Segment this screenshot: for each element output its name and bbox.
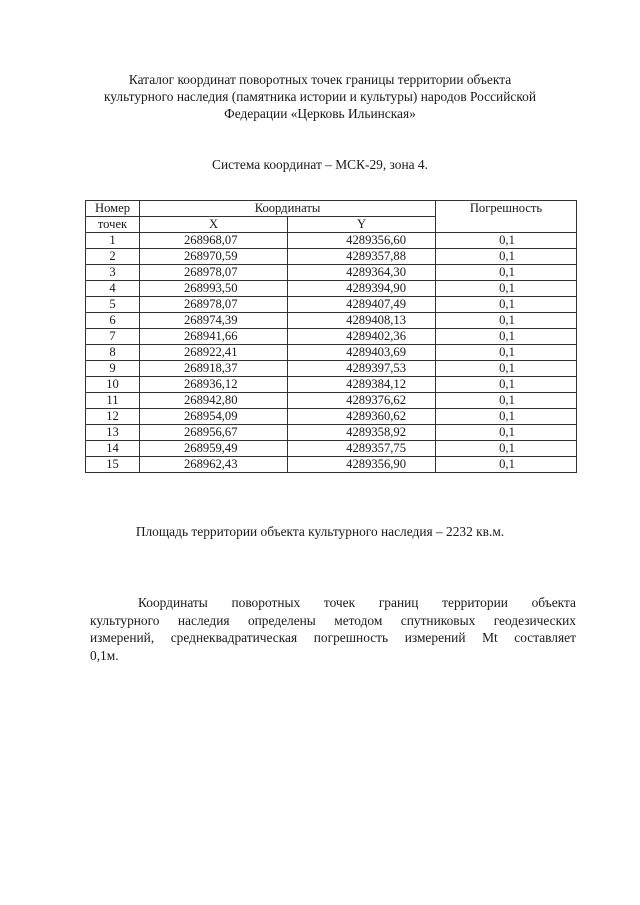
x-coordinate-cell: 268942,80 — [140, 393, 288, 409]
paragraph-line — [90, 612, 576, 630]
header-coordinates: Координаты — [140, 201, 436, 217]
x-coordinate-cell: 268978,07 — [140, 265, 288, 281]
paragraph-word: точек — [323, 595, 356, 610]
paragraph-word: измерений, — [90, 630, 155, 645]
paragraph-word: спутниковых — [400, 612, 476, 628]
paragraph-word: погрешность — [313, 630, 389, 645]
error-cell: 0,1 — [436, 441, 577, 457]
paragraph-word: Mt — [482, 630, 498, 645]
error-cell: 0,1 — [436, 361, 577, 377]
table-row — [86, 361, 577, 377]
paragraph-word: среднеквадратическая — [170, 630, 298, 645]
table-row — [86, 265, 577, 281]
y-coordinate-cell: 4289394,90 — [288, 281, 436, 297]
error-cell: 0,1 — [436, 377, 577, 393]
y-coordinate-cell: 4289357,75 — [288, 441, 436, 457]
title-line-3: Федерации «Церковь Ильинская» — [224, 106, 416, 121]
accuracy-paragraph — [90, 594, 576, 664]
x-coordinate-cell: 268936,12 — [140, 377, 288, 393]
table-row — [86, 329, 577, 345]
paragraph-word: методом — [334, 612, 383, 628]
point-number-cell: 1 — [86, 233, 140, 249]
point-number-cell: 5 — [86, 297, 140, 313]
table-row — [86, 441, 577, 457]
y-coordinate-cell: 4289397,53 — [288, 361, 436, 377]
x-coordinate-cell: 268954,09 — [140, 409, 288, 425]
point-number-cell: 8 — [86, 345, 140, 361]
y-coordinate-cell: 4289356,60 — [288, 233, 436, 249]
paragraph-word: культурного — [90, 612, 160, 628]
y-coordinate-cell: 4289358,92 — [288, 425, 436, 441]
table-row — [86, 377, 577, 393]
table-row — [86, 313, 577, 329]
header-error: Погрешность — [436, 201, 577, 233]
error-cell: 0,1 — [436, 425, 577, 441]
paragraph-line: 0,1м. — [90, 647, 119, 663]
x-coordinate-cell: 268959,49 — [140, 441, 288, 457]
table-row — [86, 249, 577, 265]
x-coordinate-cell: 268941,66 — [140, 329, 288, 345]
paragraph-word: Координаты — [138, 595, 208, 610]
error-cell: 0,1 — [436, 457, 577, 473]
error-cell: 0,1 — [436, 393, 577, 409]
paragraph-word: поворотных — [231, 595, 301, 610]
y-coordinate-cell: 4289364,30 — [288, 265, 436, 281]
y-coordinate-cell: 4289360,62 — [288, 409, 436, 425]
document-title — [70, 71, 570, 122]
error-cell: 0,1 — [436, 297, 577, 313]
y-coordinate-cell: 4289357,88 — [288, 249, 436, 265]
title-line-2: культурного наследия (памятника истории и культуры) народов Российской — [103, 89, 537, 104]
y-coordinate-cell: 4289402,36 — [288, 329, 436, 345]
title-line-1: Каталог координат поворотных точек границы территории объекта — [128, 72, 512, 87]
x-coordinate-cell: 268918,37 — [140, 361, 288, 377]
header-x: X — [140, 217, 288, 233]
x-coordinate-cell: 268970,59 — [140, 249, 288, 265]
y-coordinate-cell: 4289407,49 — [288, 297, 436, 313]
paragraph-word: границ — [378, 595, 419, 610]
x-coordinate-cell: 268974,39 — [140, 313, 288, 329]
header-y: Y — [288, 217, 436, 233]
y-coordinate-cell: 4289408,13 — [288, 313, 436, 329]
point-number-cell: 4 — [86, 281, 140, 297]
table-row — [86, 345, 577, 361]
y-coordinate-cell: 4289376,62 — [288, 393, 436, 409]
x-coordinate-cell: 268978,07 — [140, 297, 288, 313]
error-cell: 0,1 — [436, 329, 577, 345]
table-body — [86, 233, 577, 473]
paragraph-word: измерений — [404, 630, 466, 645]
point-number-cell: 10 — [86, 377, 140, 393]
paragraph-word: территории — [442, 595, 508, 610]
error-cell: 0,1 — [436, 233, 577, 249]
point-number-cell: 3 — [86, 265, 140, 281]
point-number-cell: 13 — [86, 425, 140, 441]
coordinate-system: Система координат – МСК-29, зона 4. — [212, 157, 428, 172]
paragraph-line — [90, 594, 576, 612]
y-coordinate-cell: 4289403,69 — [288, 345, 436, 361]
table-row — [86, 425, 577, 441]
point-number-cell: 12 — [86, 409, 140, 425]
header-number-sub: точек — [86, 217, 140, 233]
table-row — [86, 297, 577, 313]
table-row — [86, 393, 577, 409]
point-number-cell: 6 — [86, 313, 140, 329]
area-statement: Площадь территории объекта культурного наследия – 2232 кв.м. — [135, 524, 505, 539]
table-row — [86, 233, 577, 249]
paragraph-word: объекта — [531, 595, 576, 610]
point-number-cell: 7 — [86, 329, 140, 345]
x-coordinate-cell: 268956,67 — [140, 425, 288, 441]
paragraph-word: наследия — [177, 612, 230, 628]
error-cell: 0,1 — [436, 265, 577, 281]
point-number-cell: 2 — [86, 249, 140, 265]
error-cell: 0,1 — [436, 409, 577, 425]
paragraph-word: определены — [247, 612, 316, 628]
x-coordinate-cell: 268993,50 — [140, 281, 288, 297]
error-cell: 0,1 — [436, 313, 577, 329]
table-row — [86, 409, 577, 425]
y-coordinate-cell: 4289356,90 — [288, 457, 436, 473]
point-number-cell: 9 — [86, 361, 140, 377]
table-row — [86, 281, 577, 297]
paragraph-line — [90, 629, 576, 647]
coordinates-table — [85, 200, 577, 473]
point-number-cell: 14 — [86, 441, 140, 457]
y-coordinate-cell: 4289384,12 — [288, 377, 436, 393]
paragraph-word: геодезических — [493, 612, 576, 628]
x-coordinate-cell: 268962,43 — [140, 457, 288, 473]
point-number-cell: 15 — [86, 457, 140, 473]
error-cell: 0,1 — [436, 345, 577, 361]
error-cell: 0,1 — [436, 281, 577, 297]
paragraph-word: составляет — [514, 630, 576, 645]
x-coordinate-cell: 268922,41 — [140, 345, 288, 361]
header-number: Номер — [86, 201, 140, 217]
error-cell: 0,1 — [436, 249, 577, 265]
table-row — [86, 457, 577, 473]
point-number-cell: 11 — [86, 393, 140, 409]
x-coordinate-cell: 268968,07 — [140, 233, 288, 249]
